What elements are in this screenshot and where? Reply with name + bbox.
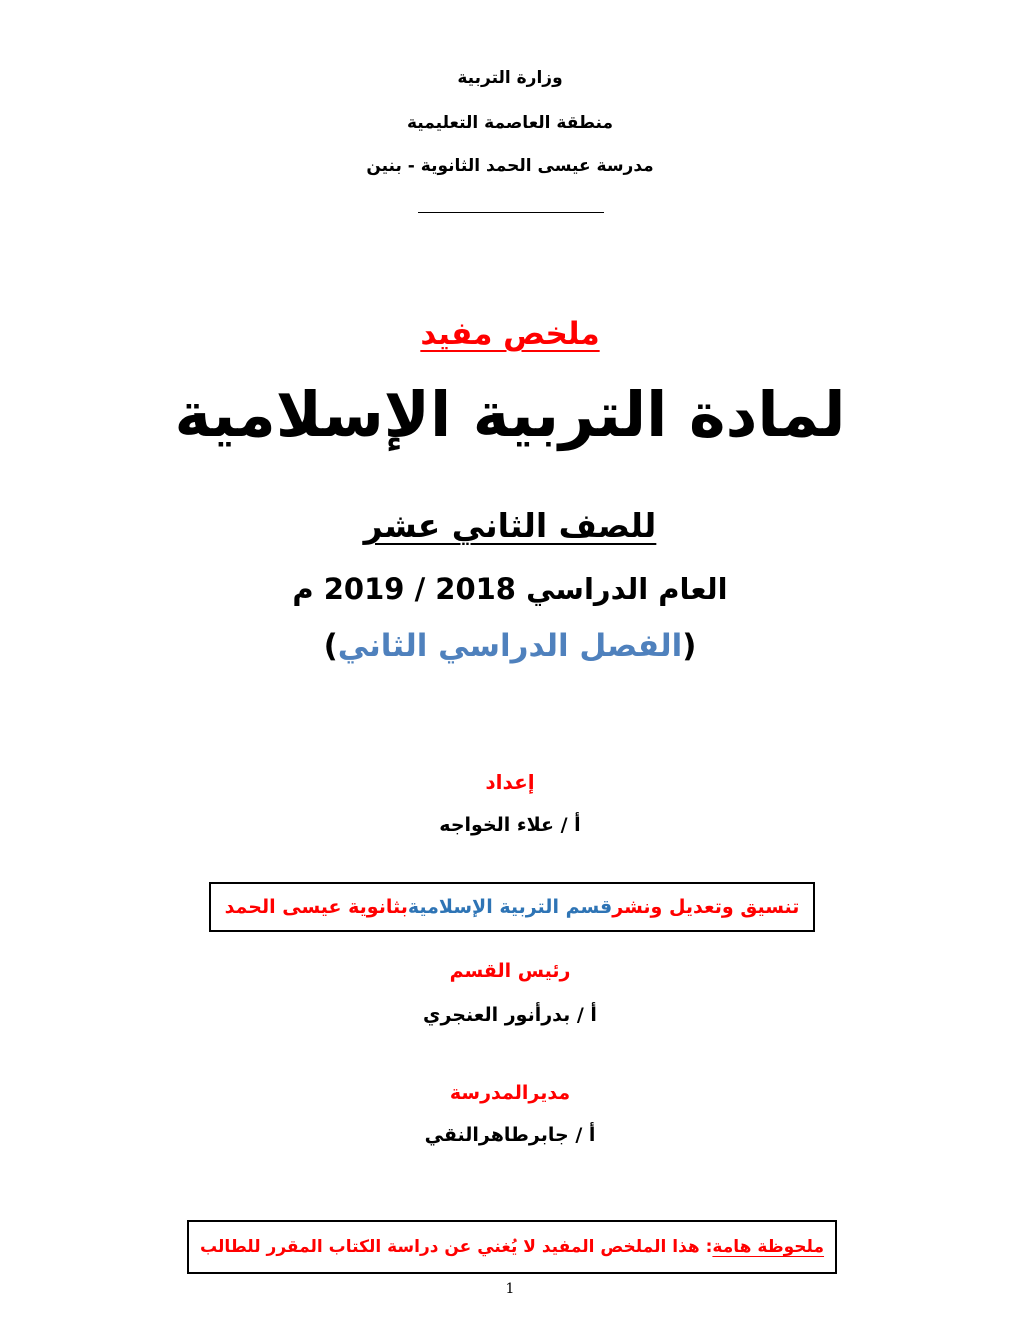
academic-year: العام الدراسي 2018 / 2019 م (292, 572, 728, 606)
grade-title: للصف الثاني عشر (363, 506, 657, 545)
district-name: منطقة العاصمة التعليمية (406, 113, 613, 133)
subject-title: لمادة التربية الإسلامية (174, 378, 846, 451)
principal-label: مديرالمدرسة (449, 1082, 571, 1104)
semester-open-paren: ( (682, 628, 697, 664)
department-head-name: أ / بدرأنور العنجري (423, 1004, 597, 1026)
coordination-school: بثانوية عيسى الحمد (224, 896, 408, 918)
semester-label: الفصل الدراسي الثاني (337, 628, 683, 664)
principal-name: أ / جابرطاهرالنقي (424, 1124, 596, 1146)
coordination-department: قسم التربية الإسلامية (407, 896, 613, 918)
semester (0, 628, 1020, 664)
school-name: مدرسة عيسى الحمد الثانوية - بنين (366, 156, 654, 176)
summary-kicker: ملخص مفيد (420, 316, 600, 352)
page-number: 1 (505, 1281, 515, 1297)
semester-close-paren: ) (323, 628, 338, 664)
ministry-name: وزارة التربية (457, 68, 563, 88)
note-text: : هذا الملخص المفيد لا يُغني عن دراسة الكتاب المقرر للطالب (199, 1237, 713, 1257)
header-divider (418, 212, 604, 213)
coordination-box (209, 882, 815, 932)
prepared-by-label: إعداد (485, 770, 535, 794)
prepared-by-name: أ / علاء الخواجه (439, 814, 581, 836)
note-label: ملحوظة هامة (712, 1237, 825, 1257)
coordination-prefix: تنسيق وتعديل ونشر (612, 896, 800, 918)
department-head-label: رئيس القسم (449, 960, 571, 982)
important-note-box (187, 1220, 837, 1274)
